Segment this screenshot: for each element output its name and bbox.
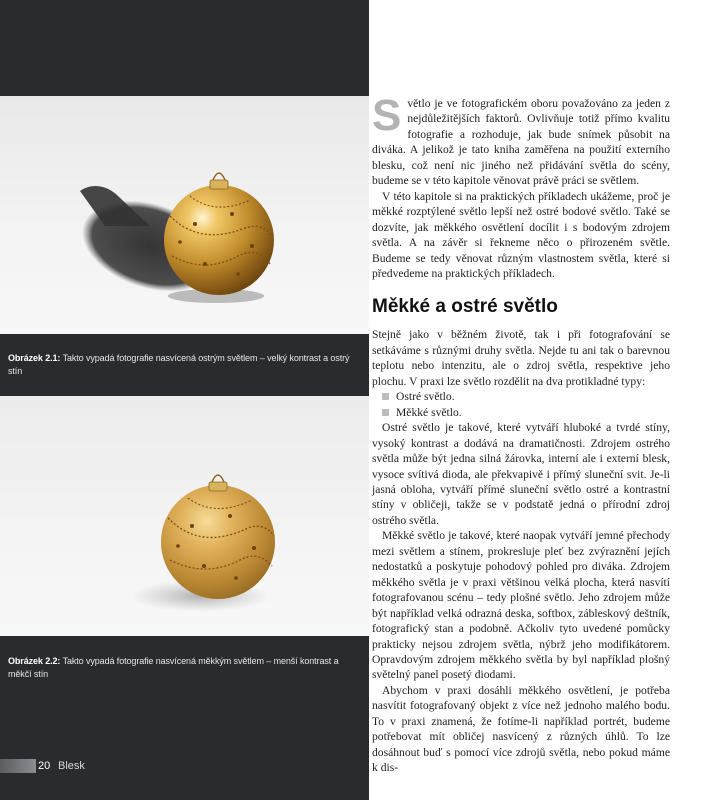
figure-caption-text: Takto vypadá fotografie nasvícená ostrým světlem – velký kontrast a ostrý stín — [8, 353, 350, 376]
paragraph: Měkké světlo je takové, které naopak vytváří jemné přechody mezi světlem a stínem, prokresluje pleť bez zvýraznění jejích nedostatků a poskytuje pohodový pohled pro diváka. Zdrojem měkkého světla je v praxi většinou velká plocha, která nasvítí fotografovanou scénu – tedy plošné světlo. Jeho zdrojem může být například velká odrazná deska, softbox, zábleskový deštník, fotografický stan a podobně. Ačkoliv tyto uvedené pomůcky prakticky nejsou zdrojem světla, nýbrž jeho modifikátorem. Opravdovým zdrojem měkkého světla by byl například plošný světelný panel posetý diodami. — [372, 529, 670, 682]
intro-text: větlo je ve fotografickém oboru považováno za jeden z nejdůležitějších faktorů. Ovlivňuje totiž přímo kvalitu fotografie a rozhoduje, jak bude snímek působit na diváka. A jelikož je tato kniha zaměřena na použití externího blesku, což není nic jiného než přidávání světla do scény, budeme se v této kapitole věnovat právě práci se světlem. — [372, 97, 670, 188]
figure-caption-text: Takto vypadá fotografie nasvícená měkkým světlem – menší kontrast a měkčí stín — [8, 656, 339, 679]
drop-cap: S — [372, 91, 402, 140]
bullet-list — [372, 389, 670, 420]
ornament-hard-light-image — [0, 96, 369, 334]
ornament-soft-light-image — [0, 396, 369, 636]
list-item — [382, 405, 670, 420]
square-bullet-icon — [382, 393, 389, 400]
article-column — [372, 91, 670, 776]
paragraph: Ostré světlo je takové, které vytváří hluboké a tvrdé stíny, vysoký kontrast a dodává na dramatičnosti. Zdrojem ostrého světla může být jedna silná žárovka, interní ale i externí blesk, vysoce svítivá dioda, ale překvapivě i přímý sluneční svit. Je-li jasná obloha, vytváří přímé sluneční světlo ostré a kontrastní stíny v obličeji, takže se v podstatě jedná o přírodní zdroj ostrého světla. — [372, 421, 670, 527]
intro-paragraph — [372, 91, 670, 189]
list-item — [382, 389, 670, 404]
figure-2-1-caption — [8, 352, 362, 377]
figure-label: Obrázek 2.2: — [8, 656, 61, 666]
figure-2-2-photo — [0, 396, 369, 636]
section-heading: Měkké a ostré světlo — [372, 296, 558, 318]
figure-label: Obrázek 2.1: — [8, 353, 61, 363]
list-item-text: Měkké světlo. — [396, 405, 462, 419]
figure-2-2-caption — [8, 655, 362, 680]
paragraph: V této kapitole si na praktických příkladech ukážeme, proč je měkké rozptýlené světlo lepší než ostré bodové světlo. Také se dozvíte, jak měkkého osvětlení docílit i s bodovým zdrojem světla. A na závěr si řekneme něco o přirozeném světle. Budeme se tedy věnovat různým vlastnostem světla, které si předvedeme na praktických příkladech. — [372, 189, 670, 280]
figure-2-1-photo — [0, 96, 369, 334]
chapter-title: Blesk — [58, 760, 85, 772]
square-bullet-icon — [382, 409, 389, 416]
page-footer — [0, 757, 369, 775]
paragraph: Abychom v praxi dosáhli měkkého osvětlení, je potřeba nasvítit fotografovaný objekt z více než jednoho malého bodu. To v praxi znamená, že fotíme-li například portrét, budeme potřebovat mít obličej nasvícený z různých úhlů. To lze dosáhnout buď s pomocí více zdrojů světla, nebo pokud máme k dis- — [372, 683, 670, 775]
list-item-text: Ostré světlo. — [396, 390, 455, 404]
paragraph: Stejně jako v běžném životě, tak i při fotografování se setkáváme s různými druhy světla. Nejde tu ani tak o barevnou teplotu nebo intenzitu, ale o zdroj světla, respektive jeho plochu. V praxi lze světlo rozdělit na dva protikladné typy: — [372, 328, 670, 388]
footer-bar — [0, 759, 36, 773]
page-number: 20 — [38, 760, 51, 772]
